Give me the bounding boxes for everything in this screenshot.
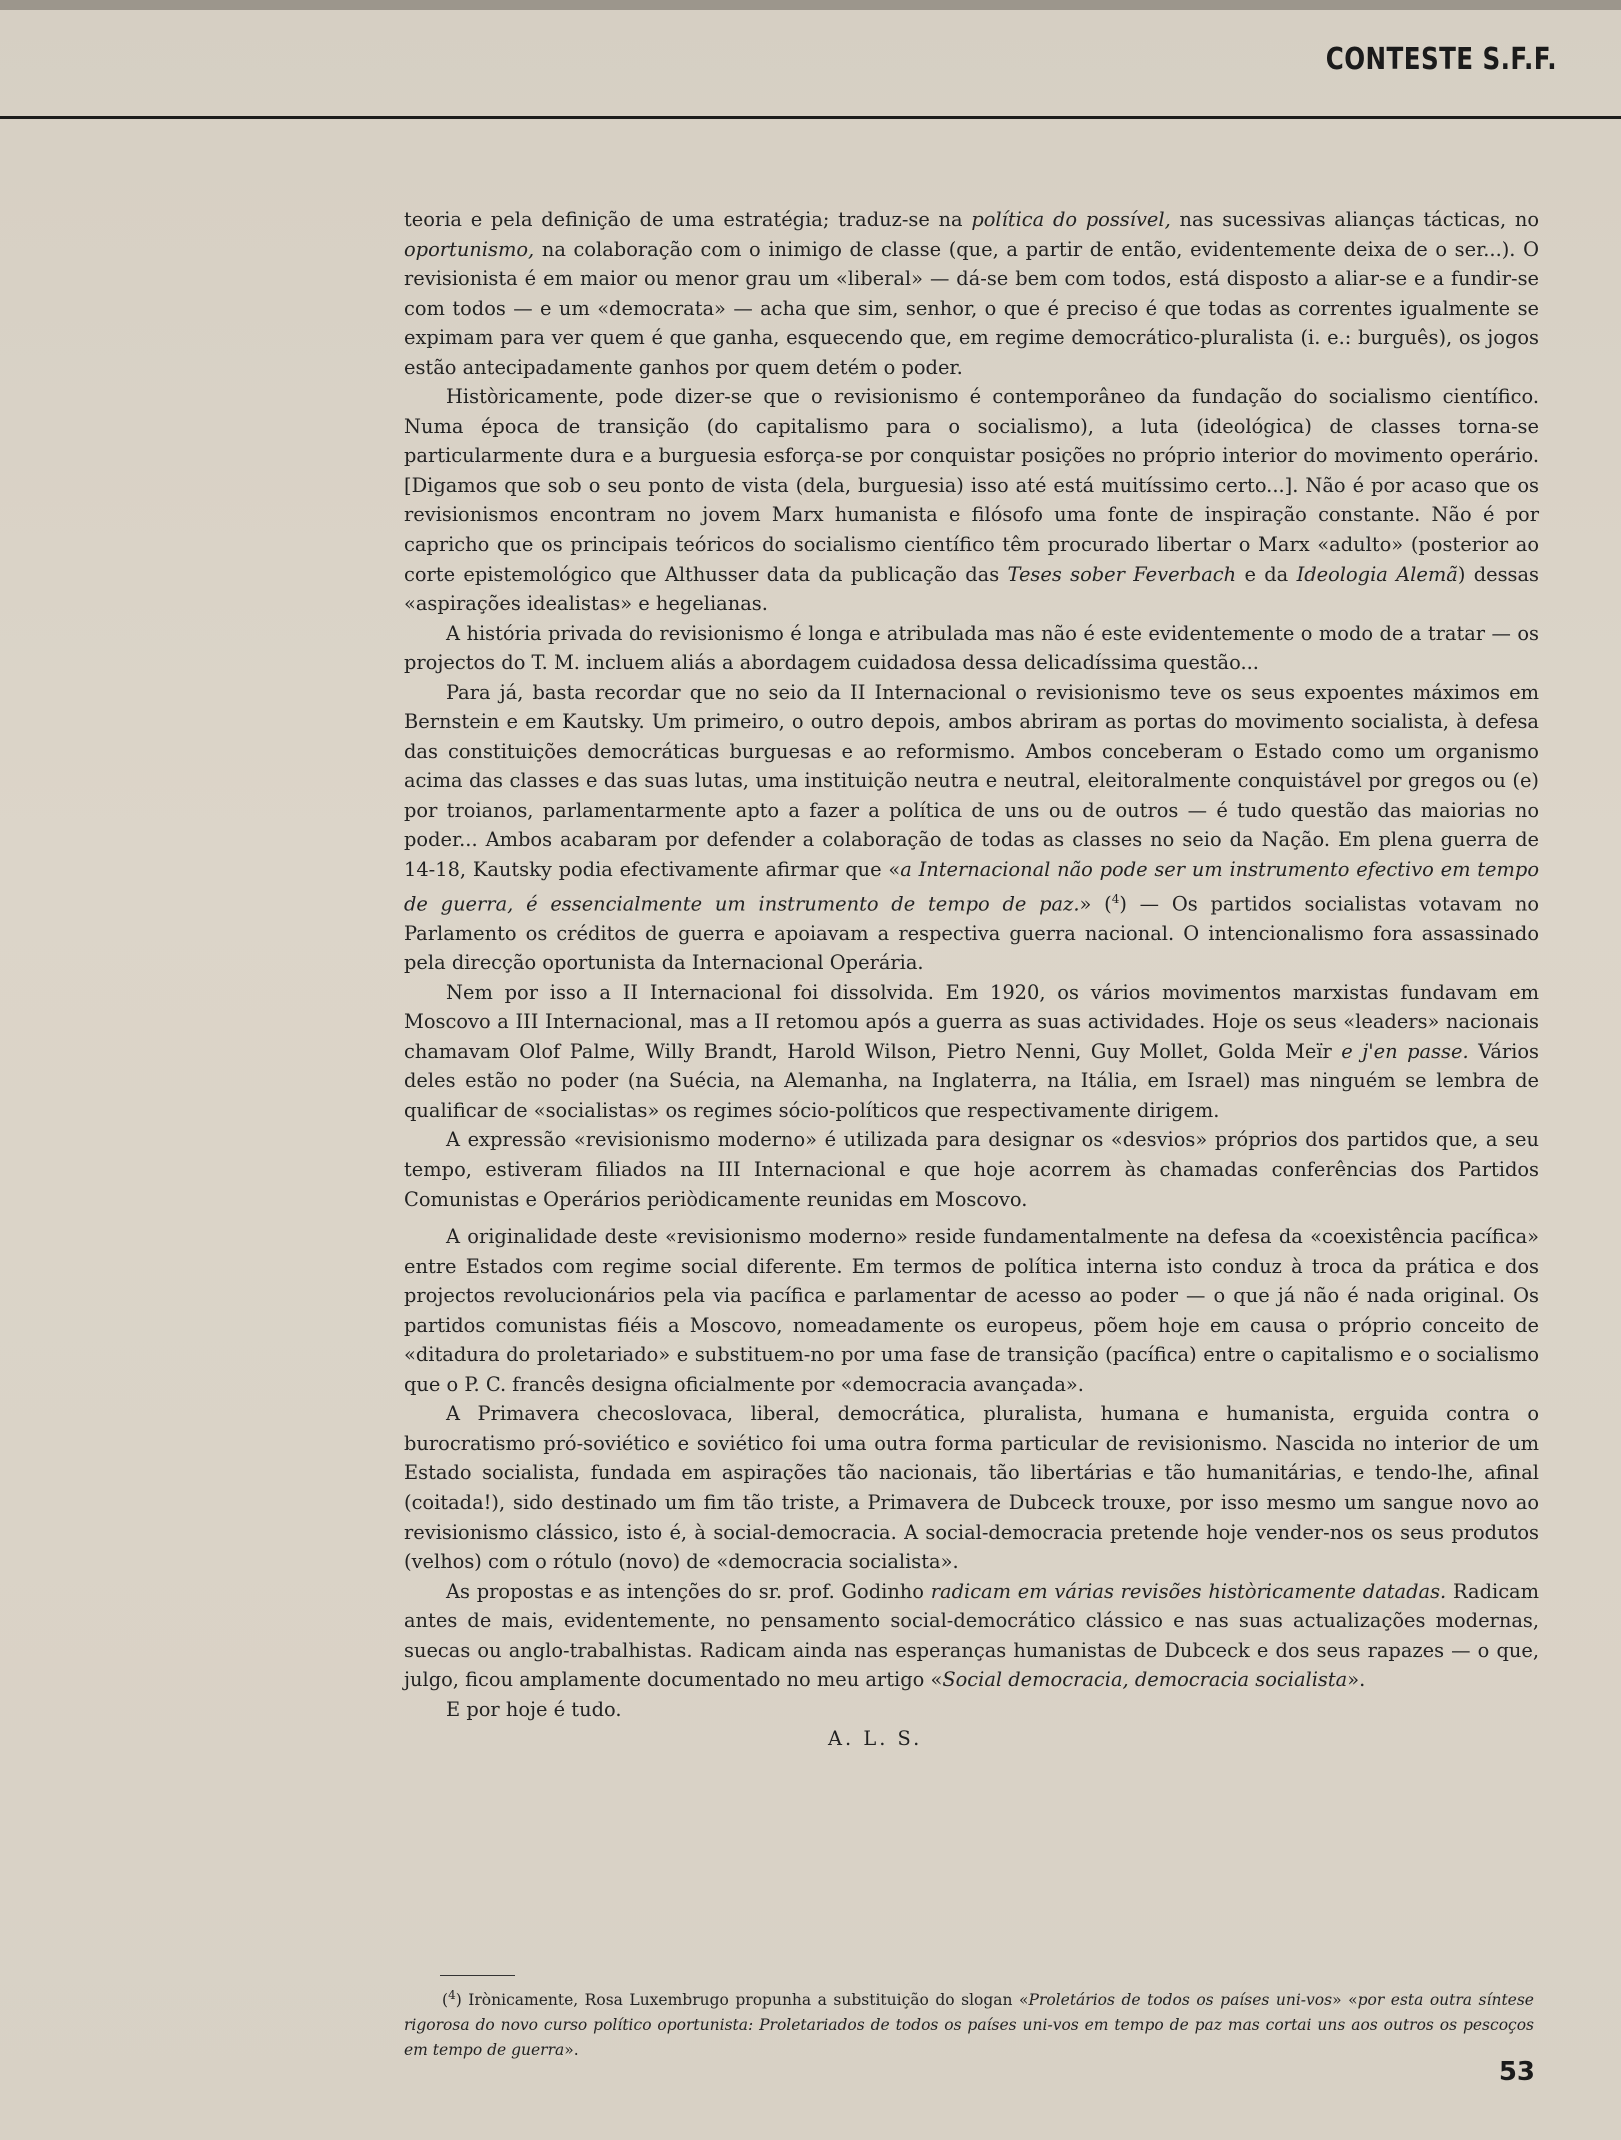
text-run: e da: [1236, 562, 1297, 586]
text-run: As propostas e as intenções do sr. prof. Godinho: [446, 1579, 931, 1603]
header-rule: [0, 116, 1621, 119]
author-signature: A. L. S.: [828, 1727, 923, 1751]
paragraph: [404, 978, 1539, 1126]
emphasized-text: oportunismo,: [404, 237, 535, 261]
text-run: na colaboração com o inimigo de classe (que, a partir de então, evidentemente deixa de o ser...). O revisionista é em maior ou menor grau um «liberal» — dá-se bem com todos, está disposto a aliar-se e a fundir-se com todos — e um «democrata» — acha que sim, senhor, o que é preciso é que todas as correntes igualmente se expimam para ver quem é que ganha, esquecendo que, em regime democrático-pluralista (i. e.: burguês), os jogos estão antecipadamente ganhos por quem detém o poder.: [404, 237, 1539, 379]
footnote: [404, 1983, 1534, 2063]
text-run: Històricamente, pode dizer-se que o revisionismo é contemporâneo da fundação do socialismo científico. Numa época de transição (do capitalismo para o socialismo), a luta (ideológica) de classes torna-se particularmente dura e a burguesia esforça-se por conquistar posições no próprio interior do movimento operário. [Digamos que sob o seu ponto de vista (dela, burguesia) isso até está muitíssimo certo...]. Não é por acaso que os revisionismos encontram no jovem Marx humanista e filósofo uma fonte de inspiração constante. Não é por capricho que os principais teóricos do socialismo científico têm procurado libertar o Marx «adulto» (posterior ao corte epistemológico que Althusser data da publicação das: [404, 385, 1539, 586]
footnote-rule: [440, 1975, 515, 1976]
paragraph: [404, 382, 1539, 618]
paragraph: [404, 619, 1539, 678]
text-run: ».: [564, 2041, 579, 2060]
text-run: (: [442, 1991, 449, 2010]
paragraph: [404, 678, 1539, 978]
text-run: ) dessas «aspirações idealistas» e hegelianas.: [404, 562, 1540, 616]
text-run: Vários deles estão no poder (na Suécia, na Alemanha, na Inglaterra, na Itália, em Israel) mas ninguém se lembra de qualificar de «socialistas» os regimes sócio-políticos que respectivamente dirigem.: [404, 1039, 1539, 1122]
text-run: » «: [1332, 1991, 1358, 2010]
text-run: E por hoje é tudo.: [446, 1697, 622, 1721]
paragraph: [404, 1222, 1539, 1399]
text-run: teoria e pela definição de uma estratégia; traduz-se na: [404, 208, 972, 231]
paragraph: [404, 1695, 1539, 1725]
footnote-marker: 4: [1111, 891, 1120, 906]
emphasized-text: Ideologia Alemã: [1296, 562, 1458, 586]
running-header-title: CONTESTE S.F.F.: [1325, 42, 1557, 77]
text-run: Para já, basta recordar que no seio da II Internacional o revisionismo teve os seus expoentes máximos em Bernstein e em Kautsky. Um primeiro, o outro depois, ambos abriram as portas do movimento socialista, à defesa das constituições democráticas burguesas e ao reformismo. Ambos conceberam o Estado como um organismo acima das classes e das suas lutas, uma instituição neutra e neutral, eleitoralmente conquistável por gregos ou (e) por troianos, parlamentarmente apto a fazer a política de uns ou de outros — é tudo questão das maiorias no poder... Ambos acabaram por defender a colaboração de todas as classes no seio da Nação. Em plena guerra de 14-18, Kautsky podia efectivamente afirmar que «: [404, 680, 1539, 882]
emphasized-text: política do possível,: [971, 208, 1171, 231]
emphasized-text: e j'en passe.: [1341, 1039, 1469, 1063]
text-run: ».: [1347, 1668, 1366, 1692]
page-number: 53: [1498, 2057, 1535, 2087]
emphasized-text: Proletários de todos os países uni-vos: [1028, 1991, 1333, 2010]
text-run: ) Irònicamente, Rosa Luxembrugo propunha a substituição do slogan «: [455, 1991, 1029, 2010]
footnote-marker: 4: [448, 1988, 456, 2002]
emphasized-text: por esta outra síntese rigorosa do novo curso político oportunista: Proletariados de todos os países uni-vos em tempo de paz mas cortai uns aos outros os pescoços em tempo de guerra: [404, 1991, 1534, 2060]
paragraph: [404, 1577, 1539, 1695]
text-run: Radicam antes de mais, evidentemente, no pensamento social-democrático clássico e nas suas actualizações modernas, suecas ou anglo-trabalhistas. Radicam ainda nas esperanças humanistas de Dubceck e dos seus rapazes — o que, julgo, ficou amplamente documentado no meu artigo «: [404, 1579, 1539, 1692]
emphasized-text: Teses sober Feverbach: [1007, 562, 1237, 586]
paragraph: [404, 1125, 1539, 1214]
paragraph: [404, 205, 1539, 382]
article-body: [404, 205, 1539, 1754]
emphasized-text: radicam em várias revisões històricamente datadas.: [930, 1579, 1447, 1603]
emphasized-text: Social democracia, democracia socialista: [942, 1668, 1348, 1692]
text-run: nas sucessivas alianças tácticas, no: [1170, 208, 1539, 231]
text-run: » (: [1079, 892, 1112, 916]
page-top-edge: [0, 0, 1621, 10]
emphasized-text: a Internacional não pode ser um instrumento efectivo em tempo de guerra, é essencialmente um instrumento de tempo de paz.: [404, 858, 1540, 916]
text-run: Nem por isso a II Internacional foi dissolvida. Em 1920, os vários movimentos marxistas fundavam em Moscovo a III Internacional, mas a II retomou após a guerra as suas actividades. Hoje os seus «leaders» nacionais chamavam Olof Palme, Willy Brandt, Harold Wilson, Pietro Nenni, Guy Mollet, Golda Meïr: [404, 980, 1539, 1063]
paragraph: [404, 1399, 1539, 1576]
text-run: A Primavera checoslovaca, liberal, democrática, pluralista, humana e humanista, erguida contra o burocratismo pró-soviético e soviético foi uma outra forma particular de revisionismo. Nascida no interior de um Estado socialista, fundada em aspirações tão nacionais, tão libertárias e tão humanitárias, e tendo-lhe, afinal (coitada!), sido destinado um fim tão triste, a Primavera de Dubceck trouxe, por isso mesmo um sangue novo ao revisionismo clássico, isto é, à social-democracia. A social-democracia pretende hoje vender-nos os seus produtos (velhos) com o rótulo (novo) de «democracia socialista».: [404, 1402, 1539, 1574]
text-run: ) — Os partidos socialistas votavam no Parlamento os créditos de guerra e apoiavam a respectiva guerra nacional. O intencionalismo fora assassinado pela direcção oportunista da Internacional Operária.: [404, 892, 1540, 975]
text-run: A expressão «revisionismo moderno» é utilizada para designar os «desvios» próprios dos partidos que, a seu tempo, estiveram filiados na III Internacional e que hoje acorrem às chamadas conferências dos Partidos Comunistas e Operários periòdicamente reunidas em Moscovo.: [404, 1128, 1539, 1211]
text-run: A história privada do revisionismo é longa e atribulada mas não é este evidentemente o modo de a tratar — os projectos do T. M. incluem aliás a abordagem cuidadosa dessa delicadíssima questão...: [404, 621, 1539, 675]
text-run: A originalidade deste «revisionismo moderno» reside fundamentalmente na defesa da «coexistência pacífica» entre Estados com regime social diferente. Em termos de política interna isto conduz à troca da prática e dos projectos revolucionários pela via pacífica e parlamentar de acesso ao poder — o que já não é nada original. Os partidos comunistas fiéis a Moscovo, nomeadamente os europeus, põem hoje em causa o próprio conceito de «ditadura do proletariado» e substituem-no por uma fase de transição (pacífica) entre o capitalismo e o socialismo que o P. C. francês designa oficialmente por «democracia avançada».: [404, 1225, 1539, 1396]
